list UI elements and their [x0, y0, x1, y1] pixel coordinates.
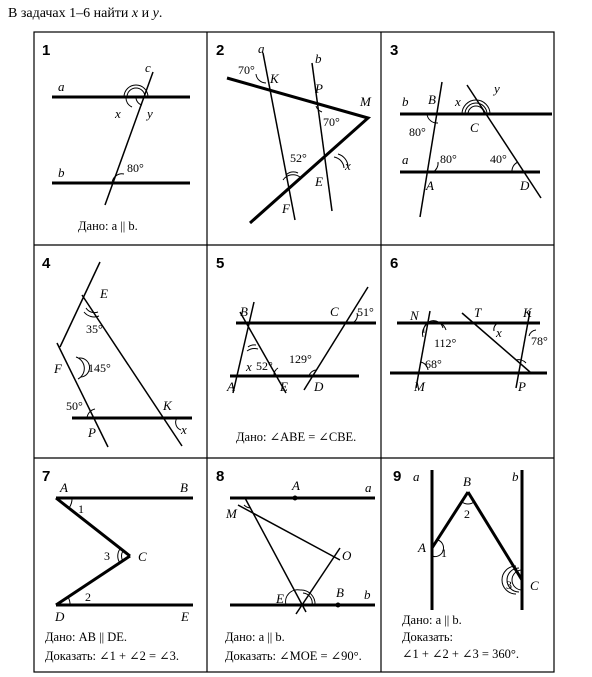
line-label-b: b: [58, 165, 65, 180]
point-E: E: [100, 286, 108, 301]
angle-78: 78°: [531, 334, 548, 348]
problem-number: 4: [42, 255, 51, 272]
line-label-a: a: [365, 480, 372, 495]
angle-x: x: [115, 106, 121, 121]
point-A-dot: [293, 496, 298, 501]
problem-3: [390, 42, 552, 217]
point-D: D: [314, 379, 324, 394]
line-label-b: b: [364, 587, 371, 602]
given-text: Дано: a || b.: [225, 630, 285, 644]
angle-1: 1: [78, 502, 84, 516]
point-M: M: [414, 379, 425, 394]
angle-y: y: [147, 106, 153, 121]
point-P: P: [88, 425, 96, 440]
point-A: A: [227, 379, 235, 394]
line-label-a: a: [413, 469, 420, 484]
prove-text: Доказать:: [402, 630, 454, 644]
angle-52: 52°: [256, 359, 273, 373]
given-text: Дано: a || b.: [78, 219, 138, 233]
problem-1: [42, 42, 190, 233]
point-F: F: [54, 361, 62, 376]
problem-number: 6: [390, 255, 399, 272]
problem-number: 9: [393, 468, 402, 485]
point-C: C: [470, 120, 479, 135]
problem-number: 2: [216, 42, 225, 59]
angle-80-top: 80°: [409, 125, 426, 139]
problem-number: 1: [42, 42, 51, 59]
point-K: K: [163, 398, 172, 413]
prove-text-formula: ∠1 + ∠2 + ∠3 = 360°.: [402, 647, 519, 661]
point-M: M: [226, 506, 237, 521]
angle-y: y: [494, 81, 500, 96]
angle-70-mid: 70°: [323, 115, 340, 129]
problem-number: 5: [216, 255, 225, 272]
angle-52: 52°: [290, 151, 307, 165]
line-label-a: a: [58, 79, 65, 94]
point-C: C: [138, 549, 147, 564]
problem-number: 3: [390, 42, 399, 59]
problem-7: [42, 468, 193, 663]
point-E: E: [181, 609, 189, 624]
point-A: A: [292, 478, 300, 493]
angle-50: 50°: [66, 399, 83, 413]
problem-4: [42, 255, 192, 447]
point-B: B: [336, 585, 344, 600]
given-text: Дано: AB || DE.: [45, 630, 128, 644]
point-A: A: [60, 480, 68, 495]
angle-x: x: [496, 325, 502, 340]
angle-x: x: [455, 94, 461, 109]
angle-129: 129°: [289, 352, 312, 366]
point-B: B: [180, 480, 188, 495]
point-P: P: [518, 379, 526, 394]
angle-70-top: 70°: [238, 63, 255, 77]
angle-2: 2: [85, 590, 91, 604]
point-N: N: [410, 308, 419, 323]
line-label-a: a: [258, 41, 265, 56]
given-text: Дано: ∠ABE = ∠CBE.: [236, 430, 357, 444]
problem-number: 7: [42, 468, 51, 485]
point-B-dot: [336, 603, 341, 608]
angle-68: 68°: [425, 357, 442, 371]
point-A: A: [426, 178, 434, 193]
point-M: M: [360, 94, 371, 109]
angle-40: 40°: [490, 152, 507, 166]
line-label-b: b: [315, 51, 322, 66]
point-K: K: [523, 305, 532, 320]
point-E: E: [280, 379, 288, 394]
angle-2: 2: [464, 507, 470, 521]
angle-x: x: [246, 359, 252, 374]
line-label-c: c: [145, 60, 151, 75]
angle-51: 51°: [357, 305, 374, 319]
point-F: F: [282, 201, 290, 216]
angle-112: 112°: [434, 336, 457, 350]
point-T: T: [474, 305, 482, 320]
point-E: E: [315, 174, 323, 189]
line-label-b: b: [402, 94, 409, 109]
angle-3: 3: [104, 549, 110, 563]
problem-number: 8: [216, 468, 225, 485]
line-label-b: b: [512, 469, 519, 484]
problem-9: [393, 468, 539, 661]
point-B: B: [463, 474, 471, 489]
point-C: C: [530, 578, 539, 593]
problem-2: [216, 41, 372, 223]
point-P: P: [315, 81, 323, 96]
point-D: D: [55, 609, 65, 624]
point-B: B: [240, 304, 248, 319]
problem-6: [390, 255, 548, 394]
point-O: O: [342, 548, 352, 563]
problem-8: [216, 468, 375, 663]
line-label-a: a: [402, 152, 409, 167]
angle-x: x: [345, 158, 351, 173]
prove-text: Доказать: ∠1 + ∠2 = ∠3.: [45, 649, 180, 663]
given-text: Дано: a || b.: [402, 613, 462, 627]
point-B: B: [428, 92, 436, 107]
point-A: A: [418, 540, 426, 555]
angle-x: x: [181, 422, 187, 437]
prove-text: Доказать: ∠MOE = ∠90°.: [225, 649, 362, 663]
angle-145: 145°: [88, 361, 111, 375]
point-D: D: [520, 178, 530, 193]
angle-80: 80°: [127, 161, 144, 175]
problem-5: [216, 255, 376, 444]
point-C: C: [330, 304, 339, 319]
angle-3: 3: [506, 578, 512, 592]
angle-1: 1: [441, 546, 447, 560]
angle-80-bottom: 80°: [440, 152, 457, 166]
angle-35: 35°: [86, 322, 103, 336]
task-instruction: В задачах 1–6 найти x и y.: [8, 6, 163, 21]
point-K: K: [270, 71, 279, 86]
point-E: E: [276, 591, 284, 606]
